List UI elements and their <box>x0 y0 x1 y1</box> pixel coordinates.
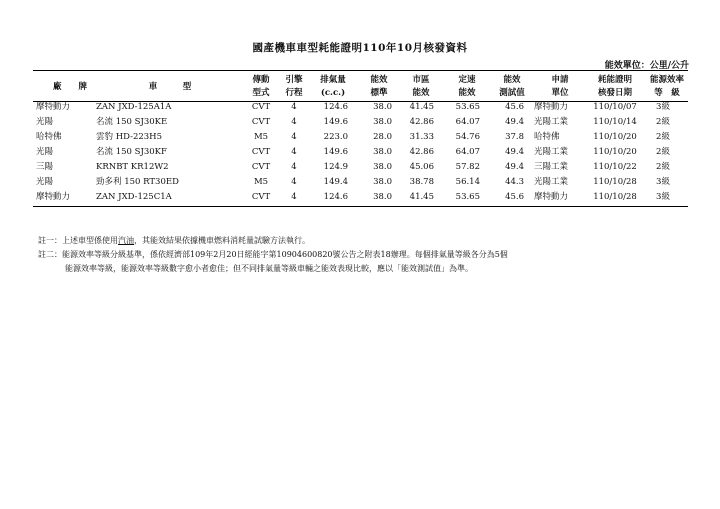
cell-grade: 3級 <box>656 192 670 202</box>
cell-date: 110/10/20 <box>593 147 637 157</box>
header-constant-efficiency: 定速 能效 <box>458 75 476 98</box>
table-row <box>0 130 720 145</box>
cell-grade: 2級 <box>656 147 670 157</box>
header-top-rule <box>33 70 688 71</box>
cell-urban: 42.86 <box>409 117 434 127</box>
cell-stroke: 4 <box>291 162 297 172</box>
table-row <box>0 100 720 115</box>
cell-date: 110/10/07 <box>593 102 637 112</box>
cell-applicant: 摩特動力 <box>534 102 569 112</box>
header-applicant: 申請 單位 <box>551 75 569 98</box>
unit-label: 能效單位：公里/公升 <box>604 61 689 71</box>
cell-model: 雲豹 HD-223H5 <box>96 132 163 142</box>
cell-displacement: 124.6 <box>323 102 348 112</box>
cell-grade: 3級 <box>656 102 670 112</box>
cell-grade: 3級 <box>656 177 670 187</box>
cell-urban: 41.45 <box>409 192 434 202</box>
cell-applicant: 光陽工業 <box>534 177 569 187</box>
table-row <box>0 190 720 205</box>
cell-displacement: 223.0 <box>323 132 348 142</box>
cell-test: 49.4 <box>505 117 524 127</box>
cell-brand: 光陽 <box>36 177 54 187</box>
cell-displacement: 149.6 <box>323 117 348 127</box>
cell-brand: 三陽 <box>36 162 54 172</box>
header-drive-type: 傳動 型式 <box>252 75 270 98</box>
cell-date: 110/10/28 <box>593 192 637 202</box>
header-displacement: 排氣量 (c.c.) <box>320 75 346 98</box>
cell-stroke: 4 <box>291 177 297 187</box>
cell-stroke: 4 <box>291 192 297 202</box>
cell-std: 28.0 <box>373 132 392 142</box>
header-urban-efficiency: 市區 能效 <box>412 75 430 98</box>
cell-displacement: 124.6 <box>323 192 348 202</box>
cell-constant: 53.65 <box>455 102 480 112</box>
cell-test: 37.8 <box>505 132 524 142</box>
document-title: 國產機車車型耗能證明110年10月核發資料 <box>252 42 468 54</box>
cell-std: 38.0 <box>373 177 392 187</box>
cell-stroke: 4 <box>291 102 297 112</box>
cell-brand: 哈特佛 <box>36 132 62 142</box>
cell-drive: CVT <box>251 192 271 202</box>
header-grade: 能源效率 等 級 <box>649 75 684 98</box>
cell-test: 45.6 <box>505 192 524 202</box>
cell-urban: 31.33 <box>409 132 434 142</box>
cell-constant: 54.76 <box>455 132 480 142</box>
table-row <box>0 160 720 175</box>
cell-applicant: 摩特動力 <box>534 192 569 202</box>
cell-stroke: 4 <box>291 132 297 142</box>
cell-brand: 摩特動力 <box>36 192 71 202</box>
cell-test: 49.4 <box>505 162 524 172</box>
table-row <box>0 175 720 190</box>
header-test-value: 能效 測試值 <box>499 75 525 98</box>
fuel-type: 汽油 <box>118 236 134 245</box>
cell-urban: 41.45 <box>409 102 434 112</box>
cell-drive: CVT <box>251 147 271 157</box>
cell-brand: 光陽 <box>36 117 54 127</box>
cell-displacement: 124.9 <box>323 162 348 172</box>
cell-std: 38.0 <box>373 117 392 127</box>
cell-constant: 64.07 <box>455 117 480 127</box>
table-bottom-rule <box>33 206 688 207</box>
cell-drive: CVT <box>251 162 271 172</box>
cell-applicant: 哈特佛 <box>534 132 560 142</box>
cell-constant: 57.82 <box>455 162 480 172</box>
cell-stroke: 4 <box>291 117 297 127</box>
header-brand: 廠 牌 <box>52 82 87 92</box>
cell-brand: 光陽 <box>36 147 54 157</box>
cell-drive: M5 <box>253 132 269 142</box>
table-row <box>0 145 720 160</box>
cell-model: ZAN JXD-125C1A <box>96 192 172 202</box>
cell-model: 名流 150 SJ30KF <box>96 147 167 157</box>
header-model: 車 型 <box>148 82 192 92</box>
note-1: 註一：上述車型係使用汽油，其能效結果依據機車燃料消耗量試驗方法執行。 <box>38 236 310 245</box>
cell-drive: CVT <box>251 117 271 127</box>
cell-grade: 2級 <box>656 162 670 172</box>
header-std-efficiency: 能效 標準 <box>370 75 388 98</box>
cell-test: 49.4 <box>505 147 524 157</box>
cell-applicant: 光陽工業 <box>534 117 569 127</box>
table-row <box>0 115 720 130</box>
cell-date: 110/10/28 <box>593 177 637 187</box>
cell-date: 110/10/20 <box>593 132 637 142</box>
cell-constant: 56.14 <box>455 177 480 187</box>
cell-date: 110/10/22 <box>593 162 637 172</box>
header-stroke: 引擎 行程 <box>285 75 303 98</box>
cell-stroke: 4 <box>291 147 297 157</box>
cell-drive: CVT <box>251 102 271 112</box>
cell-grade: 2級 <box>656 117 670 127</box>
header-cert-date: 耗能證明 核發日期 <box>597 75 632 98</box>
cell-test: 45.6 <box>505 102 524 112</box>
cell-applicant: 光陽工業 <box>534 147 569 157</box>
cell-model: KRNBT KR12W2 <box>96 162 169 172</box>
cell-brand: 摩特動力 <box>36 102 71 112</box>
cell-urban: 42.86 <box>409 147 434 157</box>
cell-model: 名流 150 SJ30KE <box>96 117 168 127</box>
cell-displacement: 149.4 <box>323 177 348 187</box>
cell-urban: 45.06 <box>409 162 434 172</box>
cell-drive: M5 <box>253 177 269 187</box>
cell-model: 勁多利 150 RT30ED <box>96 177 179 187</box>
cell-model: ZAN JXD-125A1A <box>96 102 172 112</box>
cell-urban: 38.78 <box>409 177 434 187</box>
cell-date: 110/10/14 <box>593 117 637 127</box>
cell-displacement: 149.6 <box>323 147 348 157</box>
cell-applicant: 三陽工業 <box>534 162 569 172</box>
cell-grade: 2級 <box>656 132 670 142</box>
cell-std: 38.0 <box>373 147 392 157</box>
cell-test: 44.3 <box>505 177 524 187</box>
cell-constant: 53.65 <box>455 192 480 202</box>
cell-constant: 64.07 <box>455 147 480 157</box>
cell-std: 38.0 <box>373 162 392 172</box>
note-2-continuation: 能源效率等級，能源效率等級數字愈小者愈佳；但不同排氣量等級車輛之能效表現比較，應以「能效測試值」為準。 <box>65 264 473 273</box>
note-2: 註二：能源效率等級分級基準，係依經濟部109年2月20日經能字第10904600820號公告之附表18辦理。每個排氣量等級各分為5個 <box>38 250 508 259</box>
cell-std: 38.0 <box>373 102 392 112</box>
cell-std: 38.0 <box>373 192 392 202</box>
